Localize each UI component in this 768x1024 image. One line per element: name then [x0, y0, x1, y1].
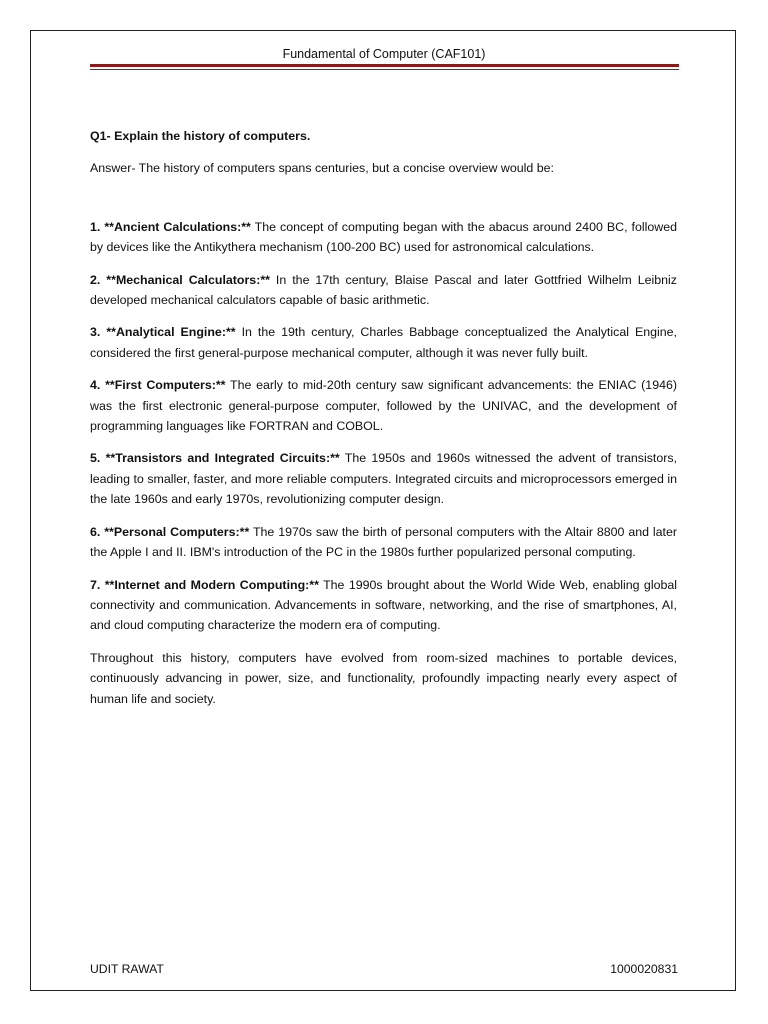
page-header-title: Fundamental of Computer (CAF101) [282, 47, 486, 61]
item-lead: 3. **Analytical Engine:** [90, 325, 236, 340]
item-text: In the 17th century, Blaise Pascal and later Gottfried Wilhelm Leibniz developed mechanical calculators capable of basic arithmetic. [90, 272, 677, 308]
footer-author: UDIT RAWAT [90, 962, 164, 976]
item-text: The 1950s and 1960s witnessed the advent of transistors, leading to smaller, faster, and more reliable computers. Integrated circuits and microprocessors emerged in the late 1960s and early 1970s, revolutionizing computer design. [90, 451, 677, 507]
item-text: The early to mid-20th century saw significant advancements: the ENIAC (1946) was the first electronic general-purpose computer, followed by the UNIVAC, and the development of programming languages like FORTRAN and COBOL. [90, 378, 677, 434]
item-lead: 7. **Internet and Modern Computing:** [90, 577, 319, 592]
history-item-transistors [90, 448, 677, 509]
history-item-personal [90, 522, 677, 563]
history-item-internet [90, 575, 677, 636]
item-lead: 2. **Mechanical Calculators:** [90, 272, 270, 287]
document-body [90, 126, 677, 709]
answer-intro: Answer- The history of computers spans centuries, but a concise overview would be: [90, 161, 554, 176]
item-lead: 1. **Ancient Calculations:** [90, 219, 251, 234]
item-lead: 4. **First Computers:** [90, 378, 226, 393]
header-divider [90, 64, 679, 72]
question-heading: Q1- Explain the history of computers. [90, 129, 311, 143]
item-text: The concept of computing began with the abacus around 2400 BC, followed by devices like the Antikythera mechanism (100-200 BC) used for astronomical calculations. [90, 219, 677, 255]
footer-student-id: 1000020831 [610, 962, 678, 976]
history-item-mechanical [90, 270, 677, 311]
item-text: In the 19th century, Charles Babbage conceptualized the Analytical Engine, considered the first general-purpose mechanical computer, although it was never fully built. [90, 325, 677, 360]
header-divider-thick [90, 64, 679, 67]
history-item-first-computers [90, 375, 677, 436]
item-lead: 6. **Personal Computers:** [90, 524, 250, 539]
conclusion-paragraph: Throughout this history, computers have evolved from room-sized machines to portable devices, continuously advancing in power, size, and functionality, profoundly impacting nearly every aspect of human life and society. [90, 650, 677, 706]
history-item-analytical [90, 322, 677, 363]
item-lead: 5. **Transistors and Integrated Circuits:** [90, 451, 340, 466]
item-text: The 1970s saw the birth of personal computers with the Altair 8800 and later the Apple I and II. IBM's introduction of the PC in the 1980s further popularized personal computing. [90, 524, 677, 560]
header-divider-thin [90, 69, 679, 70]
item-text: The 1990s brought about the World Wide Web, enabling global connectivity and communication. Advancements in software, networking, and the rise of smartphones, AI, and cloud computing characterize the modern era of computing. [90, 577, 677, 633]
history-item-ancient [90, 217, 677, 258]
